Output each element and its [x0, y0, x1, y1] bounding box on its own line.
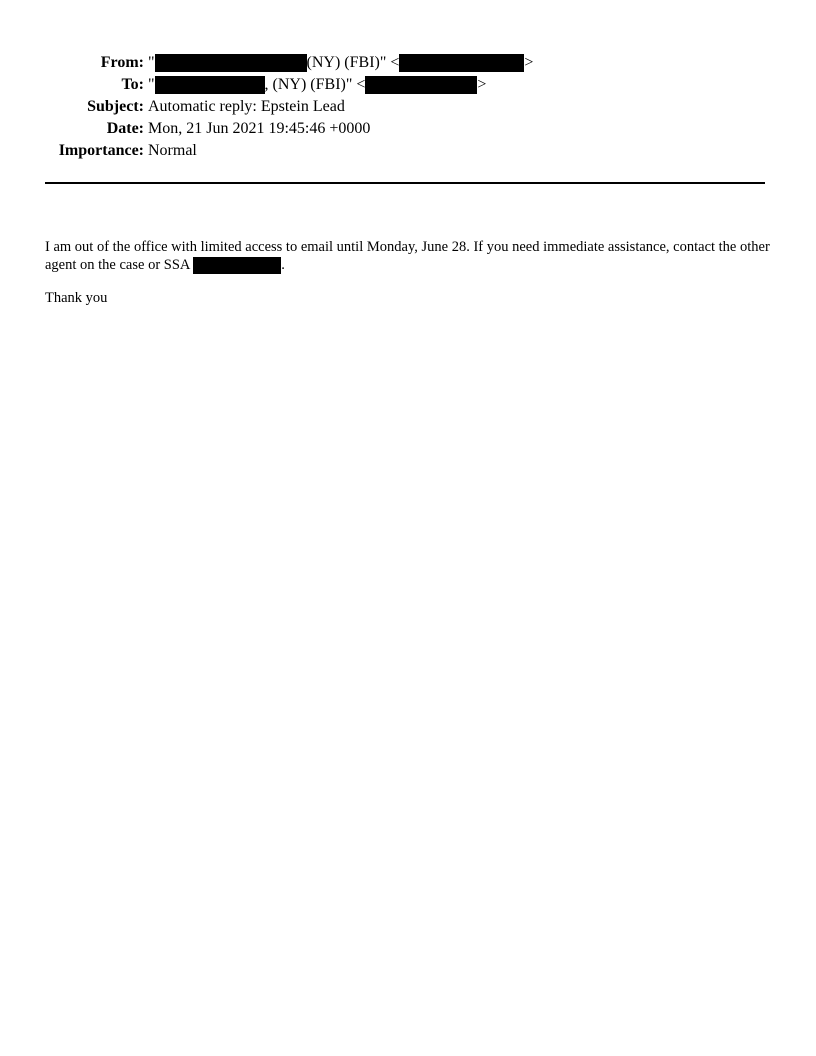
to-row — [0, 74, 816, 96]
from-value — [148, 52, 533, 74]
from-middle-text: (NY) (FBI)" < — [306, 54, 400, 71]
to-email-redaction — [365, 76, 477, 94]
to-label: To: — [121, 76, 144, 93]
to-open-quote: " — [148, 76, 155, 93]
ssa-name-redaction — [193, 257, 281, 274]
importance-value: Normal — [148, 142, 197, 159]
to-name-redaction — [155, 76, 265, 94]
email-header — [0, 52, 816, 162]
to-middle-text: , (NY) (FBI)" < — [264, 76, 366, 93]
body-text-after-redaction: . — [281, 257, 285, 273]
date-value: Mon, 21 Jun 2021 19:45:46 +0000 — [148, 120, 371, 137]
from-name-redaction — [155, 54, 307, 72]
from-label: From: — [100, 54, 144, 71]
importance-label: Importance: — [58, 142, 144, 159]
to-value — [148, 74, 486, 96]
from-email-redaction — [399, 54, 524, 72]
date-label: Date: — [106, 120, 144, 137]
body-paragraph — [45, 238, 770, 274]
subject-label: Subject: — [87, 98, 144, 115]
email-body — [45, 238, 770, 274]
header-divider — [45, 182, 765, 184]
body-text-before-redaction: I am out of the office with limited access to email until Monday, June 28. If you need immediate assistance, contact the other agent on the case or SSA — [45, 239, 770, 273]
to-close: > — [477, 76, 487, 93]
from-row — [0, 52, 816, 74]
importance-row — [0, 140, 816, 162]
from-open-quote: " — [148, 54, 155, 71]
subject-row — [0, 96, 816, 118]
date-row — [0, 118, 816, 140]
from-close: > — [524, 54, 534, 71]
subject-value: Automatic reply: Epstein Lead — [148, 98, 345, 115]
closing-line: Thank you — [45, 290, 108, 306]
